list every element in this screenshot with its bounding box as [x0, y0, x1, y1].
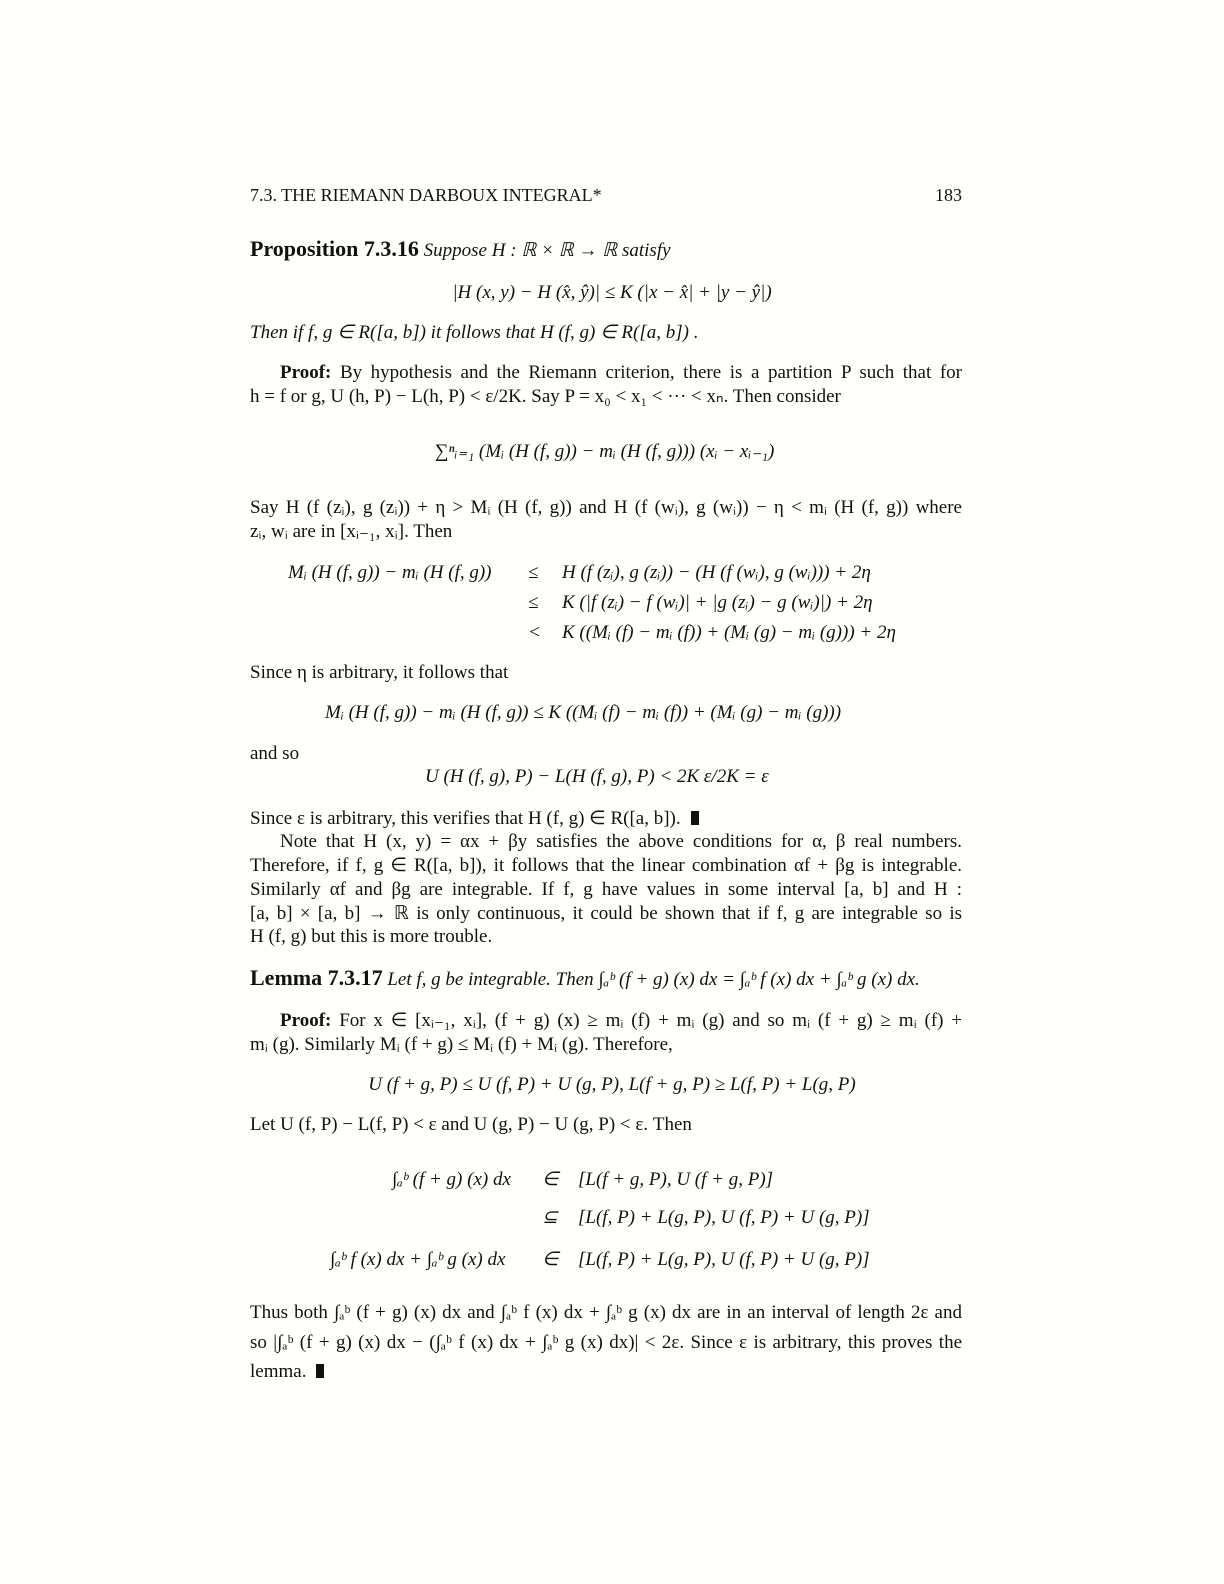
- note-line: [a, b] × [a, b] → ℝ is only continuous, it could be shown that if f, g are integrable so is: [250, 903, 962, 924]
- align-rel: <: [528, 622, 541, 643]
- proof1-line1: [280, 362, 962, 384]
- proposition-conclusion: Then if f, g ∈ R([a, b]) it follows that H (f, g) ∈ R([a, b]) .: [250, 322, 699, 343]
- proposition-display: |H (x, y) − H (x̂, ŷ)| ≤ K (|x − x̂| + |y − ŷ|): [452, 282, 772, 303]
- lemma-label: Lemma 7.3.17: [250, 965, 383, 990]
- qed-square-icon: [691, 811, 699, 825]
- proof2-line1: [280, 1010, 962, 1032]
- align-rel: ∈: [542, 1169, 559, 1190]
- proof-text: For x ∈ [xᵢ₋₁, xᵢ], (f + g) (x) ≥ mᵢ (f) + mᵢ (g) and so mᵢ (f + g) ≥ mᵢ (f) +: [339, 1010, 962, 1031]
- proposition-label: Proposition 7.3.16: [250, 236, 419, 261]
- proof2-line5: so |∫ₐᵇ (f + g) (x) dx − (∫ₐᵇ f (x) dx + ∫ₐᵇ g (x) dx)| < 2ε. Since ε is arbitrary, this proves the: [250, 1332, 962, 1353]
- lemma-heading: [250, 967, 920, 991]
- proof1-line3: Say H (f (zᵢ), g (zᵢ)) + η > Mᵢ (H (f, g)) and H (f (wᵢ), g (wᵢ)) − η < mᵢ (H (f, g)) where: [250, 497, 962, 518]
- proposition-statement: Suppose H : ℝ × ℝ → ℝ satisfy: [423, 240, 671, 261]
- proof2-line3: Let U (f, P) − L(f, P) < ε and U (g, P) − U (g, P) < ε. Then: [250, 1114, 692, 1135]
- proof2-display1: U (f + g, P) ≤ U (f, P) + U (g, P), L(f + g, P) ≥ L(f, P) + L(g, P): [368, 1074, 856, 1095]
- proof2-line6: [250, 1361, 324, 1383]
- sum-display: ∑ⁿᵢ₌₁ (Mᵢ (H (f, g)) − mᵢ (H (f, g))) (xᵢ − xᵢ₋₁): [435, 441, 775, 462]
- proof-label: Proof:: [280, 1010, 332, 1031]
- proof1-line7: [250, 808, 699, 830]
- align-rel: ≤: [528, 562, 539, 583]
- lemma-statement: Let f, g be integrable. Then ∫ₐᵇ (f + g) (x) dx = ∫ₐᵇ f (x) dx + ∫ₐᵇ g (x) dx.: [387, 969, 920, 990]
- display3: U (H (f, g), P) − L(H (f, g), P) < 2K ε/2K = ε: [425, 766, 769, 787]
- page-number: 183: [935, 185, 962, 205]
- qed-square-icon: [316, 1364, 324, 1378]
- proof-text: By hypothesis and the Riemann criterion, there is a partition P such that for: [339, 362, 962, 383]
- align-rhs: K (|f (zᵢ) − f (wᵢ)| + |g (zᵢ) − g (wᵢ)|) + 2η: [562, 592, 873, 613]
- align-rhs: [L(f, P) + L(g, P), U (f, P) + U (g, P)]: [578, 1249, 870, 1270]
- note-line: H (f, g) but this is more trouble.: [250, 926, 493, 947]
- align-rel: ≤: [528, 592, 539, 613]
- align-lhs: ∫ₐᵇ (f + g) (x) dx: [392, 1169, 511, 1190]
- proof-text: Since ε is arbitrary, this verifies that H (f, g) ∈ R([a, b]).: [250, 808, 681, 829]
- proof1-line2: h = f or g, U (h, P) − L(h, P) < ε/2K. Say P = x₀ < x₁ < ··· < xₙ. Then consider: [250, 386, 841, 407]
- note-line: Similarly αf and βg are integrable. If f, g have values in some interval [a, b] and H :: [250, 879, 962, 900]
- proof2-line2: mᵢ (g). Similarly Mᵢ (f + g) ≤ Mᵢ (f) + Mᵢ (g). Therefore,: [250, 1034, 673, 1055]
- align-rhs: [L(f, P) + L(g, P), U (f, P) + U (g, P)]: [578, 1207, 870, 1228]
- proposition-heading: [250, 238, 671, 262]
- align-rhs: K ((Mᵢ (f) − mᵢ (f)) + (Mᵢ (g) − mᵢ (g))) + 2η: [562, 622, 896, 643]
- proof2-line4: Thus both ∫ₐᵇ (f + g) (x) dx and ∫ₐᵇ f (x) dx + ∫ₐᵇ g (x) dx are in an interval of length 2ε and: [250, 1302, 962, 1323]
- display2: Mᵢ (H (f, g)) − mᵢ (H (f, g)) ≤ K ((Mᵢ (f) − mᵢ (f)) + (Mᵢ (g) − mᵢ (g))): [325, 702, 842, 723]
- note-line: Note that H (x, y) = αx + βy satisfies the above conditions for α, β real numbers.: [280, 831, 962, 852]
- align-lhs: ∫ₐᵇ f (x) dx + ∫ₐᵇ g (x) dx: [330, 1249, 506, 1270]
- proof-label: Proof:: [280, 362, 332, 383]
- proof-text: lemma.: [250, 1361, 307, 1382]
- align-rhs: [L(f + g, P), U (f + g, P)]: [578, 1169, 774, 1190]
- proof1-line5: Since η is arbitrary, it follows that: [250, 662, 509, 683]
- running-header: 7.3. THE RIEMANN DARBOUX INTEGRAL*: [250, 185, 602, 205]
- align-rhs: H (f (zᵢ), g (zᵢ)) − (H (f (wᵢ), g (wᵢ))) + 2η: [562, 562, 871, 583]
- align-rel: ⊆: [542, 1207, 558, 1228]
- proof1-line4: zᵢ, wᵢ are in [xᵢ₋₁, xᵢ]. Then: [250, 521, 453, 542]
- align-lhs: Mᵢ (H (f, g)) − mᵢ (H (f, g)): [288, 562, 492, 583]
- note-line: Therefore, if f, g ∈ R([a, b]), it follows that the linear combination αf + βg is integrable.: [250, 855, 962, 876]
- align-rel: ∈: [542, 1249, 559, 1270]
- proof1-line6: and so: [250, 743, 300, 764]
